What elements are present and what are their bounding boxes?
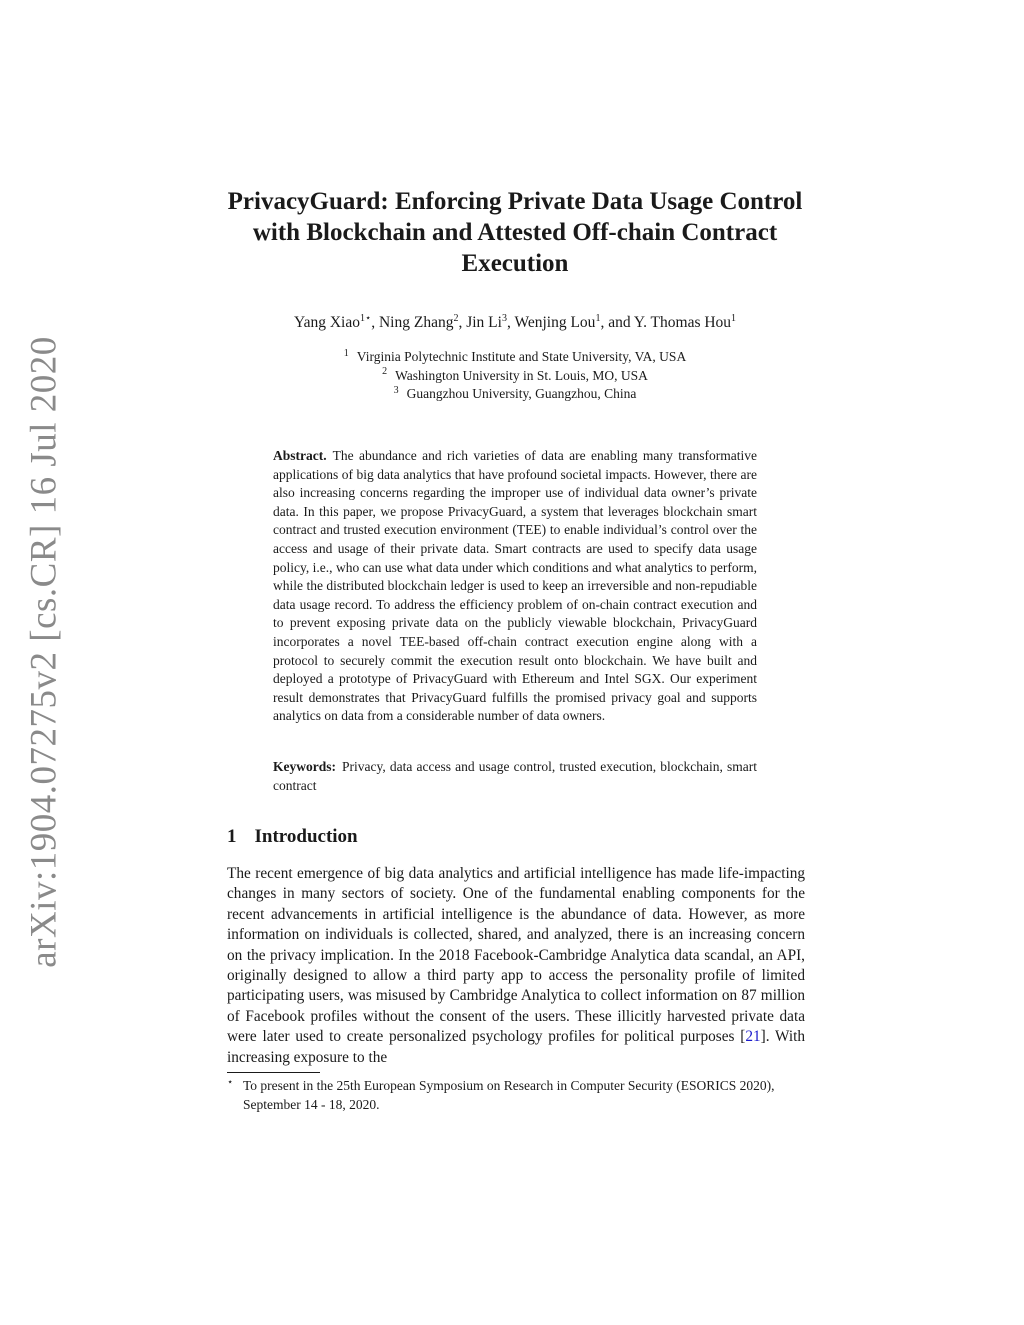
author-affiliation-mark: 2 <box>453 312 459 324</box>
citation-open-bracket: [ <box>740 1028 746 1046</box>
affiliation-text: Washington University in St. Louis, MO, USA <box>395 367 648 383</box>
author-affiliation-mark: 3 <box>501 312 507 324</box>
abstract <box>273 447 757 726</box>
abstract-label: Abstract. <box>273 448 327 463</box>
footnote-text: To present in the 25th European Symposium on Research in Computer Security (ESORICS 2020), September 14 - 18, 2020. <box>243 1078 775 1112</box>
author-affiliation-mark: 1⋆ <box>359 312 372 324</box>
footnote-divider <box>227 1072 320 1073</box>
keywords-label: Keywords: <box>273 759 336 774</box>
author-list: Yang Xiao$^{1⋆}$, Ning Zhang$^2$, Jin Li$^3$, Wenjing Lou$^1$, and Y. Thomas Hou$^1$ <box>293 312 737 331</box>
section-title: Introduction <box>254 826 358 847</box>
affiliation-line <box>200 348 830 367</box>
keywords-text: Privacy, data access and usage control, trusted execution, blockchain, smart contract <box>273 759 757 793</box>
keywords <box>273 758 757 795</box>
intro-text: The recent emergence of big data analytics and artificial intelligence has made life-impacting changes in many sectors of society. One of the fundamental enabling components for the recent advancements in artificial intelligence is the abundance of data. However, as more information on individuals is collected, shared, and analyzed, there is an increasing concern on the privacy implication. In the 2018 Facebook-Cambridge Analytica data scandal, an API, originally designed to allow a third party app to access the personality profile of limited participating users, was misused by Cambridge Analytica to collect information on 87 million of Facebook profiles without the consent of the users. These illicitly harvested private data were later used to create personalized psychology profiles for political purposes <box>227 865 805 1046</box>
citation-link[interactable]: 21 <box>745 1028 761 1046</box>
author-name: Jin Li <box>466 314 502 331</box>
arxiv-identifier-stamp: arXiv:1904.07275v2 [cs.CR] 16 Jul 2020 <box>23 336 65 968</box>
affiliation-number: 3 <box>393 384 399 396</box>
section-number: 1 <box>227 826 237 847</box>
footnote: ⋆ To present in the 25th European Symposium on Research in Computer Security (ESORICS 2020), September 14 - 18, 2020. <box>227 1076 775 1112</box>
affiliation-line <box>200 367 830 386</box>
section-heading-introduction <box>227 826 358 848</box>
affiliation-list <box>200 348 830 404</box>
affiliation-number: 2 <box>382 366 388 377</box>
author-name: Wenjing Lou <box>514 314 596 331</box>
abstract-text: The abundance and rich varieties of data are enabling many transformative applications of big data analytics that have profound societal impacts. However, there are also increasing concerns regarding the improper use of individual data owner’s private data. In this paper, we propose PrivacyGuard, a system that leverages blockchain smart contract and trusted execution environment (TEE) to enable individual’s control over the access and usage of their private data. Smart contracts are used to specify data usage policy, i.e., who can use what data under which conditions and what analytics to perform, while the distributed blockchain ledger is used to keep an irreversible and non-repudiable data usage record. To address the efficiency problem of on-chain contract execution and to prevent exposing private data on the publicly viewable blockchain, PrivacyGuard incorporates a novel TEE-based off-chain contract execution engine along with a protocol to securely commit the execution result onto blockchain. We have built and deployed a prototype of PrivacyGuard with Ethereum and Intel SGX. Our experiment result demonstrates that PrivacyGuard fulfills the promised privacy goal and supports analytics on data from a considerable number of data owners. <box>273 448 757 724</box>
author-affiliation-mark: 1 <box>595 312 601 324</box>
affiliation-number: 1 <box>343 347 349 359</box>
affiliation-text: Guangzhou University, Guangzhou, China <box>406 386 637 401</box>
author-name: Ning Zhang <box>378 314 454 331</box>
affiliation-line <box>200 385 830 404</box>
paper-title: PrivacyGuard: Enforcing Private Data Usage Control with Blockchain and Attested Off-chain Contract Execution <box>227 188 803 277</box>
author-name: Y. Thomas Hou <box>633 314 732 331</box>
introduction-paragraph <box>227 864 805 1068</box>
intro-text-continued: . With increasing exposure to the <box>227 1028 805 1066</box>
citation-close-bracket: ] <box>760 1028 766 1046</box>
affiliation-text: Virginia Polytechnic Institute and State University, VA, USA <box>356 349 687 364</box>
author-name: Yang Xiao <box>293 314 360 331</box>
author-affiliation-mark: 1 <box>731 312 737 324</box>
